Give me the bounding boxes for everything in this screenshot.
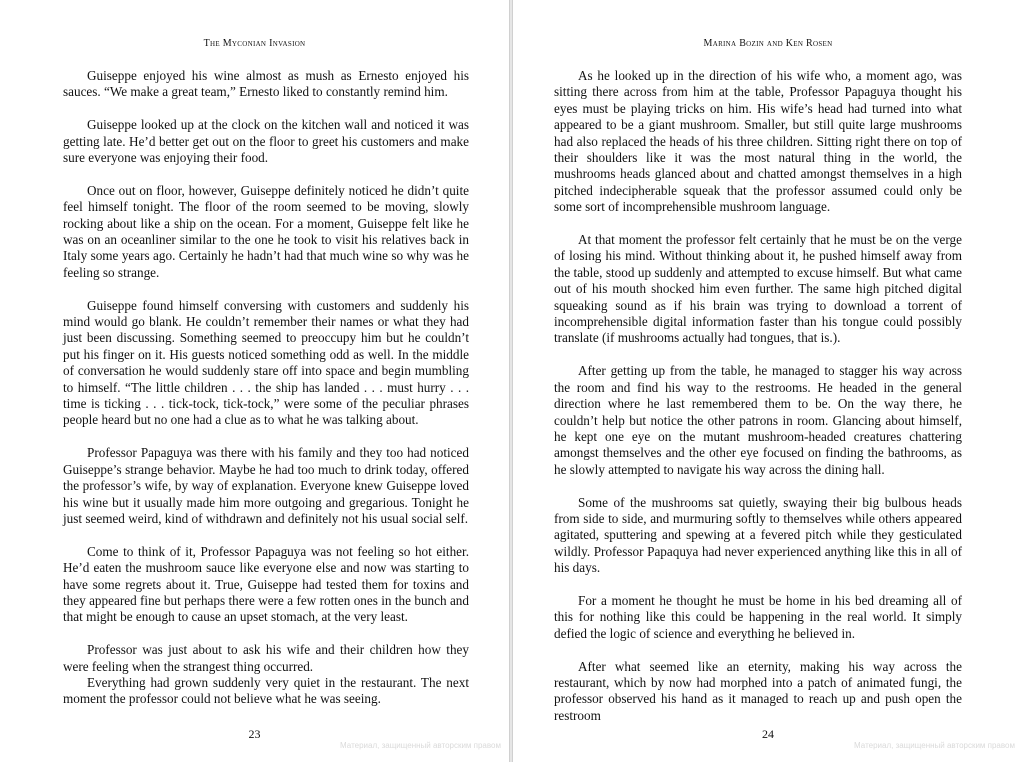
paragraph: Guiseppe looked up at the clock on the kitchen wall and noticed it was getting late. He’d better get out on the floor to greet his customers and make sure everyone was enjoying their food. [63,117,469,166]
copyright-watermark: Материал, защищенный авторским правом [340,741,501,750]
paragraph: Everything had grown suddenly very quiet in the restaurant. The next moment the professor could not believe what he was seeing. [63,674,469,707]
left-page [0,0,510,762]
paragraph: After what seemed like an eternity, making his way across the restaurant, which by now had morphed into a patch of animated fungi, the professor observed his hand as it managed to reach up and push open the restroom [554,658,962,723]
page-number: 23 [248,727,261,741]
page-number: 24 [762,727,774,741]
paragraph: Once out on floor, however, Guiseppe definitely noticed he didn’t quite feel himself tonight. The floor of the room seemed to be moving, slowly rocking about like a ship on the ocean. For a moment, Guiseppe felt like he was on an oceanliner similar to the one he took to visit his relatives back in Italy some years ago. Certainly he hadn’t had that much wine so why was he feeling so strange. [63,182,469,280]
copyright-watermark: Материал, защищенный авторским правом [854,741,1015,750]
left-page-text [63,68,469,724]
paragraph: Come to think of it, Professor Papaguya was not feeling so hot either. He’d eaten the mushroom sauce like everyone else and now was starting to have some regrets about it. True, Guiseppe had tested them for toxins and they appeared fine but perhaps there were a few rotten ones in the bunch and that might be enough to cause an upset stomach, at the very least. [63,543,469,625]
paragraph: Guiseppe enjoyed his wine almost as mush as Ernesto enjoyed his sauces. “We make a great team,” Ernesto liked to constantly remind him. [63,68,469,100]
paragraph: Guiseppe found himself conversing with customers and suddenly his mind would go blank. He couldn’t remember their names or what they had just been discussing. Something seemed to preoccupy him but he couldn’t put his finger on it. His guests noticed something odd as well. In the middle of conversation he would suddenly stare off into space and begin mumbling to himself. “The little children . . . the ship has landed . . . must hurry . . . time is ticking . . . tick-tock, tick-tock,” were some of the peculiar phrases people heard but no one had a clue as to what he was talking about. [63,297,469,428]
paragraph: Professor Papaguya was there with his family and they too had noticed Guiseppe’s strange behavior. Maybe he had too much to drink today, offered the professor’s wife, by way of explanation. Everyone knew Guiseppe loved his wine but it usually made him more outgoing and gregarious. Tonight he just seemed weird, kind of withdrawn and definitely not his usual social self. [63,445,469,526]
paragraph: Some of the mushrooms sat quietly, swaying their big bulbous heads from side to side, and murmuring softly to themselves while others appeared agitated, sputtering and spewing at a fevered pitch while they gesticulated wildly. Professor Papaquya had never experienced anything like this in all of his days. [554,494,962,576]
paragraph: After getting up from the table, he managed to stagger his way across the room and find his way to the restrooms. He headed in the general direction where he last remembered them to be. On the way there, he couldn’t help but notice the other patrons in room. Glancing about himself, he kept one eye on the mutant mushroom-headed creatures chattering amongst themselves and the other eye focused on finding the bathrooms, as he slowly attempted to navigate his way across the dining hall. [554,363,962,477]
paragraph: For a moment he thought he must be home in his bed dreaming all of this for nothing like this could be happening in the real world. It simply defied the logic of science and everything he believed in. [554,592,962,641]
right-page [512,0,1023,762]
paragraph: Professor was just about to ask his wife and their children how they were feeling when the strangest thing occurred. [63,642,469,674]
right-page-text [554,68,962,741]
running-head-authors: Marina Bozin and Ken Rosen [703,38,833,49]
paragraph: At that moment the professor felt certainly that he must be on the verge of losing his mind. Without thinking about it, he pushed himself away from the table, stood up suddenly and attempted to excuse himself. But what came out of his mouth shocked him even further. The same high pitched digital squeaking sound as if his brain was trying to download a torrent of incomprehensible digital information faster than his tongue could possibly translate (if mushrooms actually had tongues, that is.). [554,232,962,346]
running-head-title: The Myconian Invasion [203,38,306,49]
paragraph: As he looked up in the direction of his wife who, a moment ago, was sitting there across from him at the table, Professor Papaguya thought his eyes must be playing tricks on him. His wife’s head had turned into what appeared to be a giant mushroom. Smaller, but still quite large mushrooms had also replaced the heads of his three children. Sitting right there on top of their shoulders like it was the most natural thing in the world, the mushrooms heads glanced about and chatted amongst themselves in a high pitched indecipherable squeak that the professor assumed could only be some sort of incomprehensible mushroom language. [554,68,962,215]
